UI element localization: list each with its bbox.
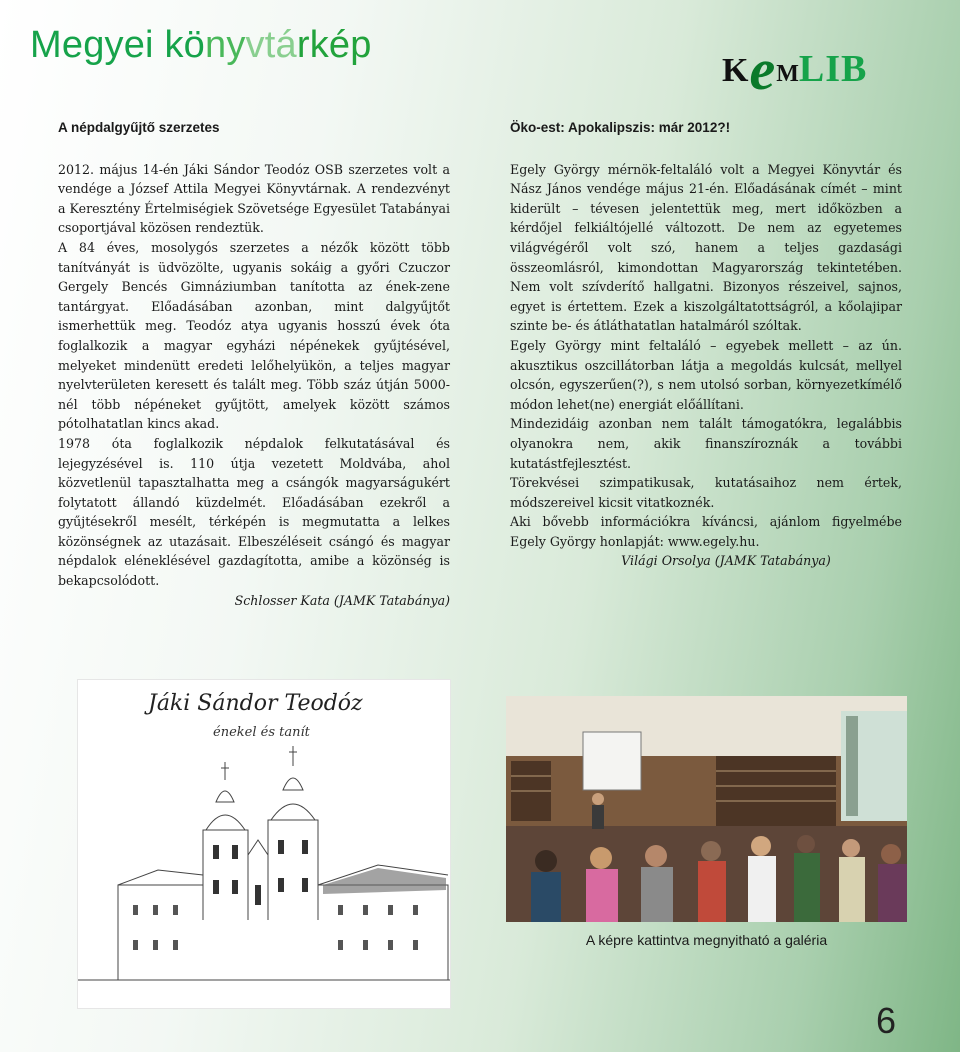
right-article-paragraph: Törekvései szimpatikusak, kutatásaihoz nem értek, módszereivel kicsit vitatkoznék. xyxy=(510,475,902,510)
right-article-author: Világi Orsolya (JAMK Tatabánya) xyxy=(621,553,831,569)
logo-letter-e: e xyxy=(749,37,776,102)
library-event-photo[interactable] xyxy=(506,696,907,922)
logo-letter-k: K xyxy=(722,52,749,89)
left-article-paragraph: 2012. május 14-én Jáki Sándor Teodóz OSB szerzetes volt a vendége a József Attila Megyei Könyvtárnak. A rendezvényt a Keresztény Értelmiségiek Szövetsége Egyesület Tatabányai csoportjával közösen rendeztük. xyxy=(58,161,450,236)
title-part-3: vtá xyxy=(245,24,297,66)
page-title xyxy=(30,24,372,67)
gallery-caption[interactable]: A képre kattintva megnyitható a galéria xyxy=(585,932,828,948)
right-article-paragraph: Egely György mérnök-feltaláló volt a Megyei Könyvtár és Nász János vendége május 21-én. Előadásának címét – mint kiderült – tévesen jelentettük meg, mert időközben a kérdőjel felkiáltójellé változott. De nem az egyetemes világvégéről volt szó, hanem a teljes gazdasági összeomlásról, kimondottan Magyarország tekintetében. Nem volt szívderítő hallgatni. Bizonyos részeivel, sajnos, egyet is értettem. Ezek a kiszolgáltatottságról, a kőolajipar szinte be- és átláthatatlan hatalmáról szóltak. xyxy=(510,161,902,334)
church-sketch xyxy=(78,680,450,1008)
book-cover-title: Jáki Sándor Teodóz xyxy=(148,691,363,716)
kemlib-logo xyxy=(722,28,868,102)
left-article-paragraph: 1978 óta foglalkozik népdalok felkutatásával és lejegyzésével is. 110 útja vezetett Moldvába, ahol közvetlenül tapasztalhatta meg a csángók magyarságukért folytatott állandó küzdelmét. Előadásában ezekről a gyűjtésekről mesélt, térképén is megmutatta a lelkes közönségnek az utazásait. Elbeszéléseit csángó és magyar népdalok eléneklésével gazdagította, amibe a közönség is bekapcsolódott. xyxy=(58,435,450,589)
right-article xyxy=(510,118,902,571)
title-part-2: ny xyxy=(205,24,246,66)
right-article-paragraph: Mindezidáig azonban nem talált támogatókra, legalábbis olyanokra nem, akik finanszíroznák a további kutatástfejlesztést. xyxy=(510,416,902,471)
book-cover-subtitle: énekel és tanít xyxy=(213,725,310,740)
book-cover-image xyxy=(78,680,450,1008)
page-number: 6 xyxy=(876,1000,897,1041)
left-article-heading: A népdalgyűjtő szerzetes xyxy=(58,120,220,135)
right-article-paragraph: Aki bővebb információkra kíváncsi, ajánlom figyelmébe Egely György honlapját: www.egely.hu. xyxy=(510,514,902,549)
title-part-1: Megyei kö xyxy=(30,24,205,66)
left-article-paragraph: A 84 éves, mosolygós szerzetes a nézők között több tanítványát is üdvözölte, ugyanis sokáig a győri Czuczor Gergely Bencés Gimnáziumban tanította az ének-zene tantárgyat. Előadásában azonban, mint dalgyűjtőt ismerhettük meg. Teodóz atya ugyanis hosszú évek óta foglalkozik a magyar egyházi népénekek gyűjtésével, melyeket mindenütt eredeti lelőhelyükön, a teljes magyar nyelvterületen keresett és talált meg. Több száz útján 5000-nél több népéneket gyűjtött, amelyek között számos pótolhatatlan kincs akad. xyxy=(58,239,450,432)
title-part-4: rkép xyxy=(296,24,372,66)
right-article-heading: Öko-est: Apokalipszis: már 2012?! xyxy=(510,120,731,135)
right-article-paragraph: Egely György mint feltaláló – egyebek mellett – az ún. akusztikus oszcillátorban látja a megoldás kulcsát, mellyel olcsón, egyszerűen(?), s nem utolsó sorban, környezetkímélő módon lehet(ne) energiát előállítani. xyxy=(510,337,902,412)
logo-lib: LIB xyxy=(798,48,868,90)
gallery-photo[interactable] xyxy=(506,696,907,922)
left-article-author: Schlosser Kata (JAMK Tatabánya) xyxy=(234,592,450,608)
logo-letter-m: M xyxy=(776,61,799,87)
left-article xyxy=(58,118,450,610)
